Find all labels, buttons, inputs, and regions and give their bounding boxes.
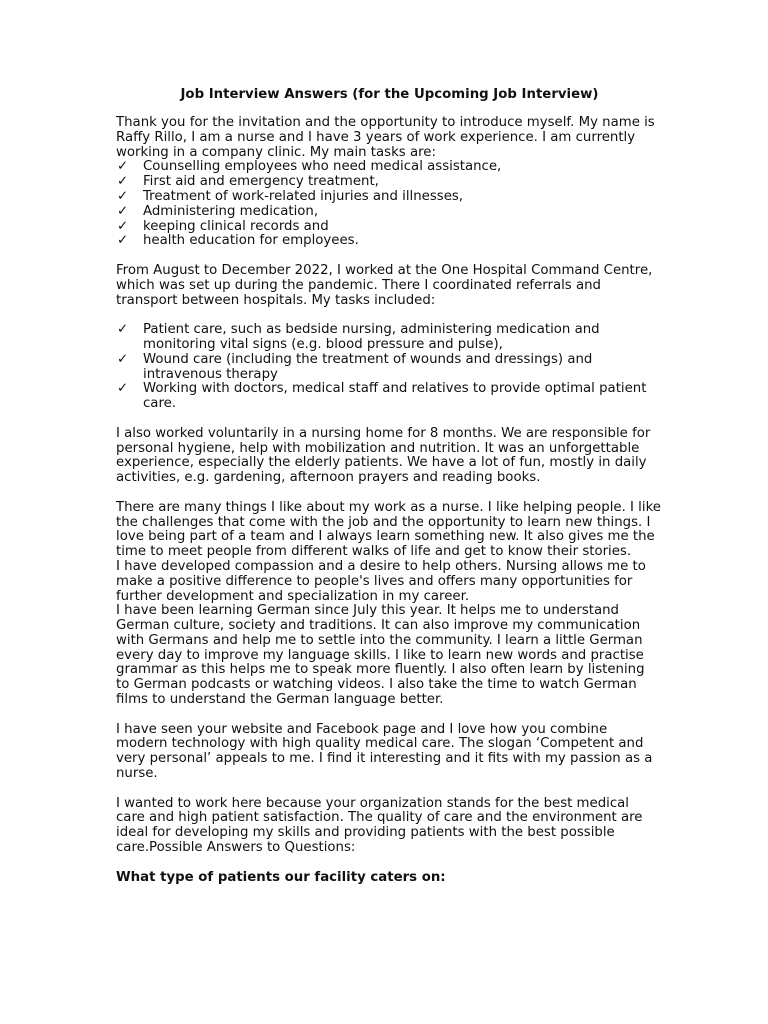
paragraph-spacer — [116, 249, 661, 264]
list-item-text: First aid and emergency treatment, — [143, 174, 379, 190]
document-body — [116, 87, 661, 885]
list-item — [116, 220, 661, 235]
list-item-text: Wound care (including the treatment of wounds and dressings) and intravenous therapy — [143, 351, 593, 382]
checkmark-icon: ✓ — [117, 381, 129, 397]
current-tasks-list — [116, 160, 661, 249]
compassion-paragraph: I have developed compassion and a desire to help others. Nursing allows me to make a positive difference to people's lives and offers many opportunities for further development and specialization in my career. — [116, 558, 646, 604]
intro-paragraph: Thank you for the invitation and the opportunity to introduce myself. My name is Raffy Rillo, I am a nurse and I have 3 years of work experience. I am currently working in a company clinic. My main tasks are: — [116, 115, 655, 160]
list-item-text: Working with doctors, medical staff and relatives to provide optimal patient care. — [143, 381, 647, 412]
command-centre-paragraph: From August to December 2022, I worked at the One Hospital Command Centre, which was set up during the pandemic. There I coordinated referrals and transport between hospitals. My tasks included: — [116, 262, 653, 308]
checkmark-icon: ✓ — [117, 174, 129, 190]
list-item — [116, 353, 661, 383]
list-item — [116, 190, 661, 205]
checkmark-icon: ✓ — [117, 218, 129, 234]
checkmark-icon: ✓ — [117, 159, 129, 175]
likes-paragraph: There are many things I like about my work as a nurse. I like helping people. I like the challenges that come with the job and the opportunity to learn new things. I love being part of a team and I always learn something new. It also gives me the time to meet people from different walks of life and get to know their stories. — [116, 499, 661, 560]
paragraph-spacer — [116, 486, 661, 501]
checkmark-icon: ✓ — [117, 351, 129, 367]
command-tasks-list — [116, 323, 661, 412]
website-paragraph: I have seen your website and Facebook page and I love how you combine modern technology with high quality medical care. The slogan ‘Competent and very personal’ appeals to me. I find it interesting and it fits with my passion as a nurse. — [116, 721, 653, 782]
paragraph-spacer — [116, 308, 661, 323]
paragraph-spacer — [116, 412, 661, 427]
why-here-paragraph: I wanted to work here because your organization stands for the best medical care and high patient satisfaction. The quality of care and the environment are ideal for developing my skills and providing patients with the best possible care.Possible Answers to Questions: — [116, 795, 643, 856]
paragraph-spacer — [116, 708, 661, 723]
list-item — [116, 175, 661, 190]
list-item — [116, 382, 661, 412]
checkmark-icon: ✓ — [117, 188, 129, 204]
list-item-text: keeping clinical records and — [143, 218, 329, 234]
german-paragraph: I have been learning German since July this year. It helps me to understand German culture, society and traditions. It can also improve my communication with Germans and help me to settle into the community. I learn a little German every day to improve my language skills. I like to learn new words and practise grammar as this helps me to speak more fluently. I also often learn by listening to German podcasts or watching videos. I also take the time to watch German films to understand the German language better. — [116, 603, 645, 708]
list-item — [116, 205, 661, 220]
page-title: Job Interview Answers (for the Upcoming Job Interview) — [180, 87, 599, 102]
checkmark-icon: ✓ — [117, 203, 129, 219]
checkmark-icon: ✓ — [117, 322, 129, 338]
list-item-text: Administering medication, — [143, 203, 319, 219]
list-item-text: Treatment of work-related injuries and illnesses, — [143, 188, 464, 204]
list-item — [116, 234, 661, 249]
list-item — [116, 160, 661, 175]
list-item-text: Counselling employees who need medical assistance, — [143, 159, 502, 175]
list-item — [116, 323, 661, 353]
volunteer-paragraph: I also worked voluntarily in a nursing home for 8 months. We are responsible for personal hygiene, help with mobilization and nutrition. It was an unforgettable experience, especially the elderly patients. We have a lot of fun, mostly in daily activities, e.g. gardening, afternoon prayers and reading books. — [116, 425, 651, 486]
paragraph-spacer — [116, 782, 661, 797]
question-heading: What type of patients our facility caters on: — [116, 869, 446, 885]
checkmark-icon: ✓ — [117, 233, 129, 249]
list-item-text: health education for employees. — [143, 233, 359, 249]
list-item-text: Patient care, such as bedside nursing, administering medication and monitoring vital signs (e.g. blood pressure and pulse), — [143, 322, 600, 352]
